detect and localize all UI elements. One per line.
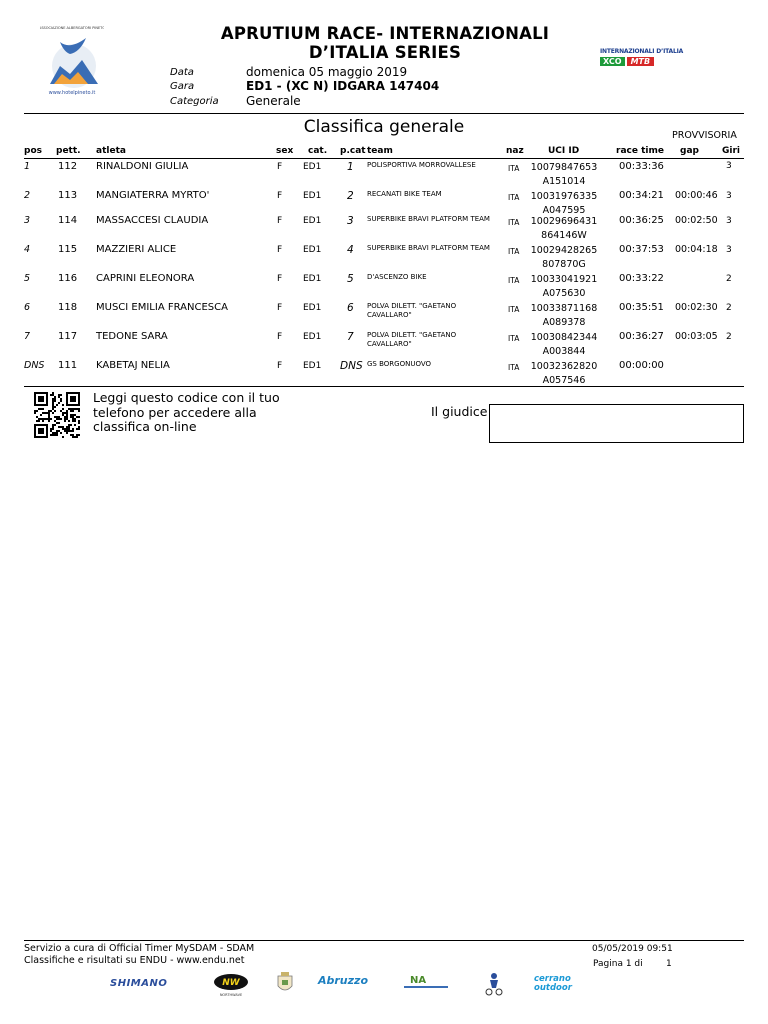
row-cat: ED1 xyxy=(303,216,322,226)
row-team: GS BORGONUOVO xyxy=(367,360,432,368)
hotel-pineto-logo xyxy=(40,22,104,100)
categoria-value: Generale xyxy=(246,94,301,108)
row-pett: 114 xyxy=(58,215,78,226)
row-race-time: 00:33:36 xyxy=(619,161,664,172)
data-label: Data xyxy=(170,67,194,78)
sponsor-abruzzo-text: Abruzzo xyxy=(318,974,369,987)
row-pett: 116 xyxy=(58,273,78,284)
row-uci-code: A047595 xyxy=(542,205,586,216)
svg-text:NW: NW xyxy=(222,978,240,988)
status-badge: PROVVISORIA xyxy=(672,130,737,141)
row-atleta: MANGIATERRA MYRTO' xyxy=(96,190,210,201)
col-pcat-header: p.cat xyxy=(340,146,366,156)
row-atleta: KABETAJ NELIA xyxy=(96,360,170,371)
row-pcat: 7 xyxy=(347,331,354,343)
row-uci-id: 10033041921 xyxy=(530,274,598,285)
row-gap: 00:03:05 xyxy=(675,331,718,342)
col-gap-header: gap xyxy=(680,146,699,156)
sponsor-comune-crest xyxy=(274,970,296,998)
footer-pagina-num: 1 xyxy=(666,959,672,969)
row-pos: 3 xyxy=(24,215,31,226)
row-uci-code: A075630 xyxy=(542,288,586,299)
row-pos: 6 xyxy=(24,302,31,313)
row-giri: 2 xyxy=(726,332,732,342)
row-cat: ED1 xyxy=(303,274,322,284)
row-naz: ITA xyxy=(508,363,520,372)
sponsor-cerrano-outdoor-logo xyxy=(534,970,584,998)
qr-text-line2: telefono per accedere alla xyxy=(93,404,257,420)
row-cat: ED1 xyxy=(303,332,322,342)
row-team: SUPERBIKE BRAVI PLATFORM TEAM xyxy=(367,215,490,223)
row-race-time: 00:36:25 xyxy=(619,215,664,226)
data-value: domenica 05 maggio 2019 xyxy=(246,65,408,79)
row-pos: 4 xyxy=(24,244,31,255)
row-gap: 00:04:18 xyxy=(675,244,718,255)
row-atleta: MAZZIERI ALICE xyxy=(96,244,177,255)
row-giri: 3 xyxy=(726,191,732,201)
row-race-time: 00:00:00 xyxy=(619,360,664,371)
row-uci-id: 10031976335 xyxy=(530,191,598,202)
row-pett: 118 xyxy=(58,302,78,313)
row-pett: 115 xyxy=(58,244,78,255)
row-pcat: 6 xyxy=(347,302,354,314)
row-uci-id: 10033871168 xyxy=(530,303,598,314)
row-cat: ED1 xyxy=(303,162,322,172)
qr-text-line3: classifica on-line xyxy=(93,419,197,434)
row-atleta: MUSCI EMILIA FRANCESCA xyxy=(96,302,228,313)
row-sex: F xyxy=(277,162,283,172)
giudice-signature-box[interactable] xyxy=(489,404,744,443)
table-header-divider xyxy=(24,158,744,159)
sponsor-shimano-logo xyxy=(110,970,172,998)
col-uci-header: UCI ID xyxy=(548,146,580,156)
qr-text-line1: Leggi questo codice con il tuo xyxy=(93,390,280,405)
row-uci-id: 10032362820 xyxy=(530,361,598,372)
footer-endu: Classifiche e risultati su ENDU - www.endu.net xyxy=(24,955,245,966)
row-sex: F xyxy=(277,303,283,313)
gara-label: Gara xyxy=(170,81,195,92)
row-team: SUPERBIKE BRAVI PLATFORM TEAM xyxy=(367,244,490,252)
row-pett: 111 xyxy=(58,360,78,371)
row-pcat: DNS xyxy=(340,360,363,372)
table-bottom-divider xyxy=(24,386,744,387)
row-team: RECANATI BIKE TEAM xyxy=(367,190,442,198)
footer-service: Servizio a cura di Official Timer MySDAM - SDAM xyxy=(24,943,255,954)
row-uci-code: 864146W xyxy=(541,230,587,241)
row-pett: 113 xyxy=(58,190,78,201)
row-sex: F xyxy=(277,216,283,226)
row-naz: ITA xyxy=(508,164,520,173)
row-race-time: 00:37:53 xyxy=(619,244,664,255)
row-pcat: 4 xyxy=(347,244,354,256)
row-uci-id: 10079847653 xyxy=(530,162,598,173)
row-pos: 5 xyxy=(24,273,31,284)
row-giri: 3 xyxy=(726,161,732,171)
sponsor-shimano-text: SHIMANO xyxy=(110,978,168,989)
row-naz: ITA xyxy=(508,193,520,202)
svg-text:www.hotelpineto.it: www.hotelpineto.it xyxy=(48,90,96,96)
row-pcat: 2 xyxy=(347,190,354,202)
event-title-line2: D’ITALIA SERIES xyxy=(308,43,462,62)
row-cat: ED1 xyxy=(303,245,322,255)
sponsor-na-logo xyxy=(400,970,462,998)
classifica-title: Classifica generale xyxy=(303,117,465,137)
row-gap: 00:02:50 xyxy=(675,215,718,226)
row-sex: F xyxy=(277,191,283,201)
row-race-time: 00:36:27 xyxy=(619,331,664,342)
svg-text:NORTHWAVE: NORTHWAVE xyxy=(219,993,243,997)
footer-divider xyxy=(24,940,744,941)
row-giri: 2 xyxy=(726,274,732,284)
row-pcat: 1 xyxy=(347,161,354,173)
row-atleta: MASSACCESI CLAUDIA xyxy=(96,215,209,226)
row-giri: 3 xyxy=(726,216,732,226)
col-cat-header: cat. xyxy=(308,146,328,156)
row-uci-code: 807870G xyxy=(542,259,586,270)
right-logo-xco: XCO xyxy=(600,57,625,66)
event-title-line1: APRUTIUM RACE- INTERNAZIONALI xyxy=(220,24,550,43)
row-naz: ITA xyxy=(508,218,520,227)
categoria-label: Categoria xyxy=(170,96,219,107)
row-race-time: 00:35:51 xyxy=(619,302,664,313)
row-sex: F xyxy=(277,274,283,284)
right-logo-text: INTERNAZIONALI D’ITALIA xyxy=(600,48,684,55)
row-pos: 1 xyxy=(24,161,31,172)
row-cat: ED1 xyxy=(303,303,322,313)
row-pcat: 5 xyxy=(347,273,354,285)
internazionali-italia-logo xyxy=(600,48,696,72)
row-sex: F xyxy=(277,361,283,371)
row-naz: ITA xyxy=(508,276,520,285)
col-atleta-header: atleta xyxy=(96,146,126,156)
header-divider xyxy=(24,113,744,114)
col-naz-header: naz xyxy=(506,146,524,156)
row-gap: 00:02:30 xyxy=(675,302,718,313)
row-team: POLVA DILETT. "GAETANO CAVALLARO" xyxy=(367,302,457,319)
row-sex: F xyxy=(277,245,283,255)
row-atleta: TEDONE SARA xyxy=(96,331,168,342)
row-uci-code: A057546 xyxy=(542,375,586,386)
sponsor-northwave-logo xyxy=(210,970,252,998)
row-team: POLISPORTIVA MORROVALLESE xyxy=(367,161,476,169)
row-pett: 117 xyxy=(58,331,78,342)
row-pos: DNS xyxy=(24,360,45,371)
svg-text:ASSOCIAZIONE ALBERGATORI PINET: ASSOCIAZIONE ALBERGATORI PINETO xyxy=(40,26,104,30)
row-cat: ED1 xyxy=(303,191,322,201)
sponsor-na-text: NA xyxy=(410,975,427,986)
col-pett-header: pett. xyxy=(56,146,81,156)
row-race-time: 00:33:22 xyxy=(619,273,664,284)
sponsor-abruzzo-logo xyxy=(318,970,370,998)
row-giri: 3 xyxy=(726,245,732,255)
row-uci-code: A089378 xyxy=(542,317,586,328)
row-sex: F xyxy=(277,332,283,342)
row-gap: 00:00:46 xyxy=(675,190,718,201)
row-pos: 2 xyxy=(24,190,31,201)
sponsor-cerrano-text: cerrano outdoor xyxy=(534,974,572,993)
row-naz: ITA xyxy=(508,334,520,343)
gara-value: ED1 - (XC N) IDGARA 147404 xyxy=(246,79,440,93)
row-naz: ITA xyxy=(508,305,520,314)
col-racetime-header: race time xyxy=(616,146,664,156)
right-logo-mtb: MTB xyxy=(627,57,655,66)
row-pcat: 3 xyxy=(347,215,354,227)
row-pos: 7 xyxy=(24,331,31,342)
row-uci-id: 10029696431 xyxy=(530,216,598,227)
qr-instructions xyxy=(93,391,280,435)
row-uci-code: A151014 xyxy=(542,176,586,187)
row-atleta: RINALDONI GIULIA xyxy=(96,161,189,172)
footer-datetime: 05/05/2019 09:51 xyxy=(592,944,673,954)
row-team: D'ASCENZO BIKE xyxy=(367,273,427,281)
giudice-label: Il giudice xyxy=(431,404,488,419)
col-giri-header: Giri xyxy=(722,146,740,156)
row-atleta: CAPRINI ELEONORA xyxy=(96,273,195,284)
row-team: POLVA DILETT. "GAETANO CAVALLARO" xyxy=(367,331,457,348)
row-uci-id: 10029428265 xyxy=(530,245,598,256)
row-giri: 2 xyxy=(726,303,732,313)
qr-code[interactable] xyxy=(34,392,82,438)
row-race-time: 00:34:21 xyxy=(619,190,664,201)
footer-pagina: Pagina 1 di xyxy=(593,959,643,969)
row-naz: ITA xyxy=(508,247,520,256)
row-uci-id: 10030842344 xyxy=(530,332,598,343)
row-pett: 112 xyxy=(58,161,78,172)
row-uci-code: A003844 xyxy=(542,346,586,357)
col-sex-header: sex xyxy=(276,146,294,156)
col-pos-header: pos xyxy=(24,146,42,156)
row-cat: ED1 xyxy=(303,361,322,371)
col-team-header: team xyxy=(367,146,393,156)
sponsor-cyclist-icon xyxy=(484,970,504,998)
